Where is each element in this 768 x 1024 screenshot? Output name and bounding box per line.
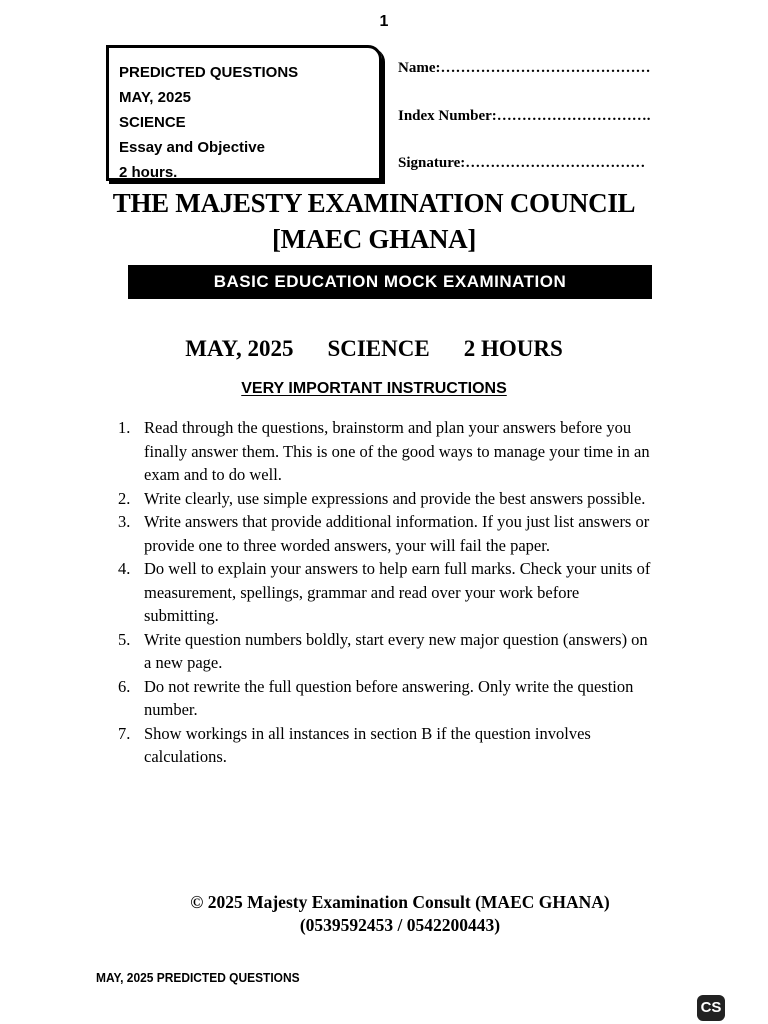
name-field: Name:…………………………………… [398,60,651,76]
copyright-line: © 2025 Majesty Examination Consult (MAEC GHANA) [190,892,610,912]
instructions-heading: VERY IMPORTANT INSTRUCTIONS [241,380,507,397]
instruction-text: Do well to explain your answers to help earn full marks. Check your units of measurement, spellings, grammar and read over your work before submitting. [144,559,651,625]
scanner-badge-icon: CS [697,995,725,1021]
instruction-number: 6. [118,676,131,696]
instruction-text: Write question numbers boldly, start every new major question (answers) on a new page. [144,629,648,672]
subject-line-date: MAY, 2025 [185,336,294,361]
exam-banner: BASIC EDUCATION MOCK EXAMINATION [128,265,652,299]
instruction-text: Show workings in all instances in section B if the question involves calculations. [144,723,591,766]
exam-subject: SCIENCE [119,114,186,131]
index-number-field: Index Number:…………………………. [398,108,651,124]
instruction-number: 3. [118,512,131,531]
instruction-number: 4. [118,559,131,578]
council-title: THE MAJESTY EXAMINATION COUNCIL [112,188,636,218]
instruction-text: Read through the questions, brainstorm and plan your answers before you finally answer them. This is one of the good ways to manage your time in an exam and to do well. [144,418,650,484]
instruction-number: 7. [118,723,131,743]
instruction-item [118,628,658,675]
exam-type: PREDICTED QUESTIONS [119,64,299,81]
instruction-item [118,510,658,557]
instruction-text: Write clearly, use simple expressions and provide the best answers possible. [144,488,646,508]
page-number: 1 [379,13,389,30]
contact-numbers: (0539592453 / 0542200443) [299,915,501,935]
page-footer: MAY, 2025 PREDICTED QUESTIONS [96,970,300,985]
council-abbreviation: [MAEC GHANA] [271,224,477,254]
instruction-item [118,675,658,722]
signature-field: Signature:……………………………… [398,155,646,171]
instruction-number: 2. [118,488,131,508]
exam-duration: 2 hours. [119,164,178,181]
copyright-notice [0,891,768,937]
instruction-item [118,722,658,769]
instruction-text: Write answers that provide additional information. If you just list answers or provide one to three worded answers, your will fail the paper. [144,512,650,555]
instruction-number: 1. [118,418,131,437]
instruction-number: 5. [118,629,131,649]
instruction-item [118,487,658,511]
instruction-item [118,416,658,487]
exam-date: MAY, 2025 [119,89,191,106]
subject-line-duration: 2 HOURS [463,336,563,361]
instruction-item [118,557,658,628]
subject-line-subject: SCIENCE [327,336,430,361]
subject-line [0,336,748,362]
exam-info-box [106,45,382,181]
instruction-text: Do not rewrite the full question before answering. Only write the question number. [144,676,634,719]
instructions-list [118,416,658,769]
exam-format: Essay and Objective [119,139,265,156]
